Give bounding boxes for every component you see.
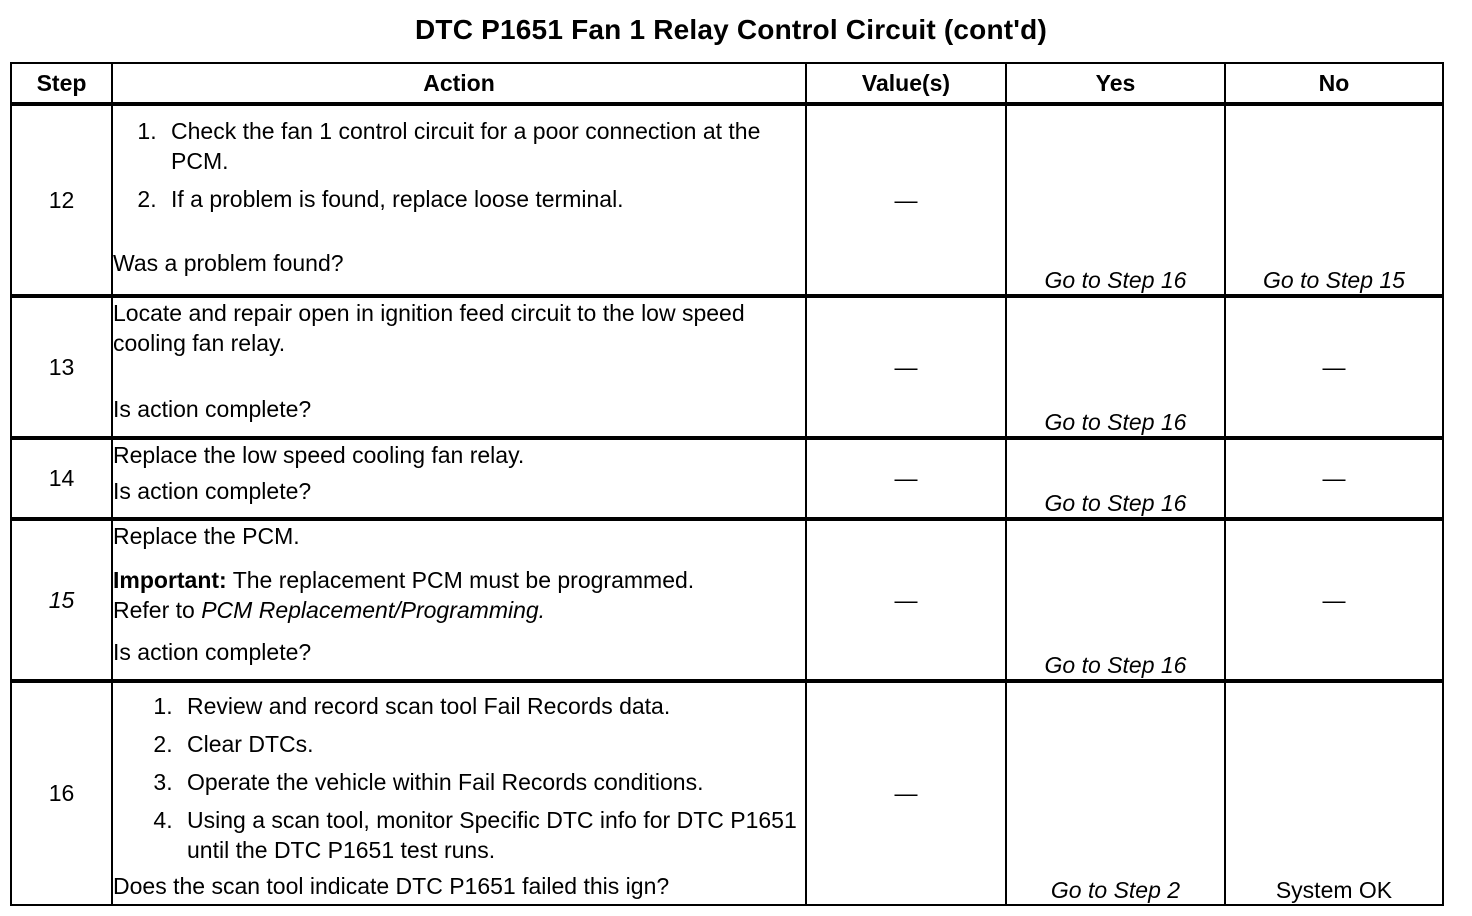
yes-cell: Go to Step 16 bbox=[1006, 519, 1225, 681]
list-item: 2. Clear DTCs. bbox=[179, 729, 805, 759]
important-note bbox=[113, 565, 805, 595]
action-cell bbox=[112, 296, 806, 438]
list-item: 1. Check the fan 1 control circuit for a poor connection at the PCM. bbox=[163, 116, 805, 176]
header-action: Action bbox=[112, 63, 806, 104]
action-question: Is action complete? bbox=[113, 478, 312, 504]
no-cell: — bbox=[1225, 438, 1443, 519]
no-cell: System OK bbox=[1225, 681, 1443, 905]
step-number: 16 bbox=[11, 681, 112, 905]
yes-cell: Go to Step 16 bbox=[1006, 104, 1225, 296]
important-label: Important: bbox=[113, 567, 227, 593]
action-list bbox=[113, 116, 805, 214]
list-item: 2. If a problem is found, replace loose terminal. bbox=[163, 184, 805, 214]
yes-cell: Go to Step 2 bbox=[1006, 681, 1225, 905]
refer-text: Refer to bbox=[113, 597, 195, 623]
action-question: Is action complete? bbox=[113, 396, 312, 422]
action-cell bbox=[112, 104, 806, 296]
action-question: Is action complete? bbox=[113, 639, 312, 665]
header-step: Step bbox=[11, 63, 112, 104]
header-values: Value(s) bbox=[806, 63, 1006, 104]
value-cell: — bbox=[806, 296, 1006, 438]
diagnostic-table bbox=[10, 62, 1444, 906]
value-cell: — bbox=[806, 519, 1006, 681]
value-cell: — bbox=[806, 681, 1006, 905]
step-number: 13 bbox=[11, 296, 112, 438]
no-cell: Go to Step 15 bbox=[1225, 104, 1443, 296]
step-number: 12 bbox=[11, 104, 112, 296]
refer-note bbox=[113, 595, 805, 625]
list-item: 4. Using a scan tool, monitor Specific DTC info for DTC P1651 until the DTC P1651 test runs. bbox=[179, 805, 805, 865]
table-row bbox=[11, 296, 1443, 438]
no-cell: — bbox=[1225, 296, 1443, 438]
action-question: Was a problem found? bbox=[113, 250, 344, 276]
action-cell bbox=[112, 438, 806, 519]
action-text: Locate and repair open in ignition feed circuit to the low speed cooling fan relay. bbox=[113, 300, 745, 356]
list-item: 3. Operate the vehicle within Fail Records conditions. bbox=[179, 767, 805, 797]
action-text: Replace the PCM. bbox=[113, 523, 300, 549]
yes-cell: Go to Step 16 bbox=[1006, 438, 1225, 519]
table-header-row bbox=[11, 63, 1443, 104]
refer-link: PCM Replacement/Programming. bbox=[201, 597, 546, 623]
action-question: Does the scan tool indicate DTC P1651 failed this ign? bbox=[113, 873, 670, 899]
important-text: The replacement PCM must be programmed. bbox=[232, 567, 695, 593]
yes-cell: Go to Step 16 bbox=[1006, 296, 1225, 438]
no-cell: — bbox=[1225, 519, 1443, 681]
table-row bbox=[11, 104, 1443, 296]
value-cell: — bbox=[806, 104, 1006, 296]
header-yes: Yes bbox=[1006, 63, 1225, 104]
action-cell bbox=[112, 681, 806, 905]
action-list bbox=[113, 691, 805, 865]
step-number: 15 bbox=[11, 519, 112, 681]
step-number: 14 bbox=[11, 438, 112, 519]
action-text: Replace the low speed cooling fan relay. bbox=[113, 442, 525, 468]
action-cell bbox=[112, 519, 806, 681]
table-row bbox=[11, 519, 1443, 681]
header-no: No bbox=[1225, 63, 1443, 104]
page-title: DTC P1651 Fan 1 Relay Control Circuit (cont'd) bbox=[415, 14, 1047, 45]
table-row bbox=[11, 438, 1443, 519]
table-row bbox=[11, 681, 1443, 905]
value-cell: — bbox=[806, 438, 1006, 519]
list-item: 1. Review and record scan tool Fail Records data. bbox=[179, 691, 805, 721]
